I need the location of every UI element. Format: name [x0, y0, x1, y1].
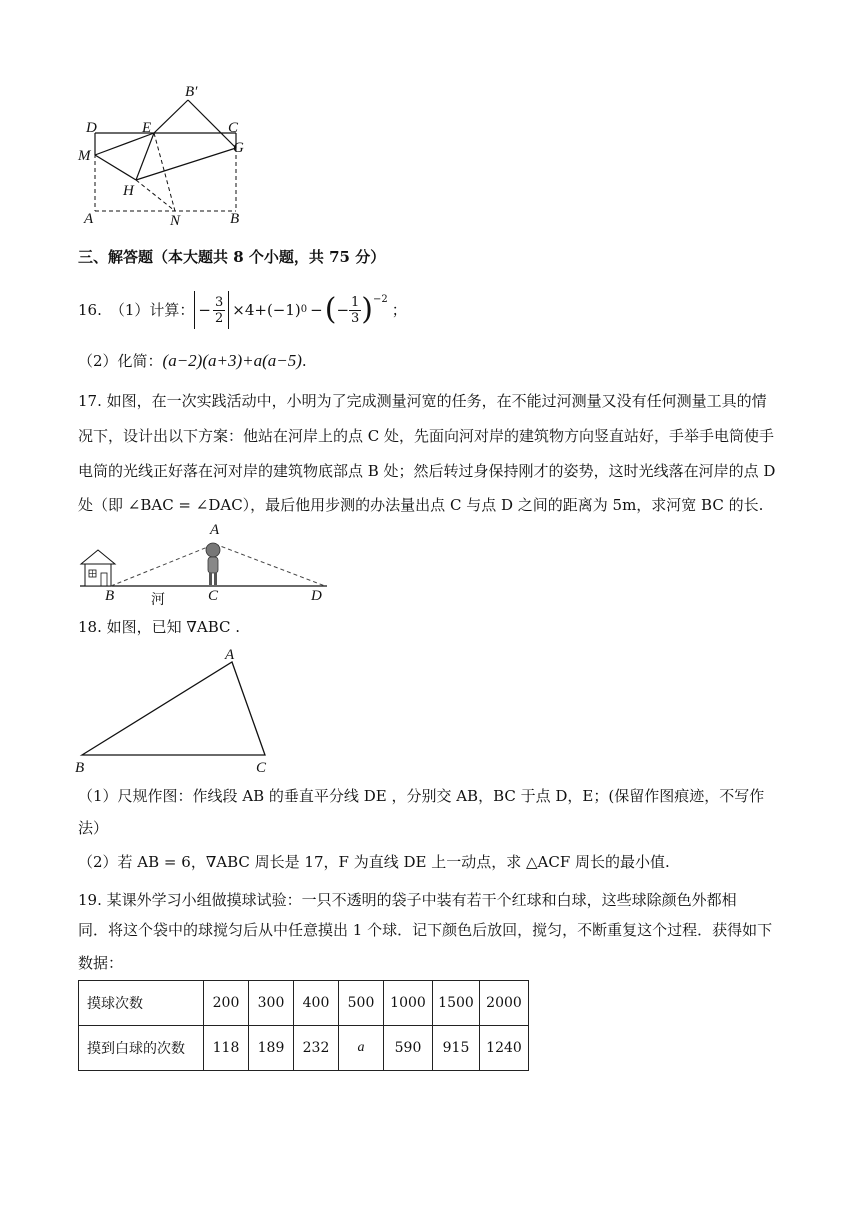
frac2-den: 3	[351, 310, 360, 326]
q18-part2: （2）若 AB = 6，∇ABC 周长是 17，F 为直线 DE 上一动点，求 △ACF 周长的最小值.	[78, 853, 670, 871]
label-d: D	[86, 120, 97, 136]
table-row	[79, 981, 529, 1026]
label-d: D	[311, 588, 322, 604]
table-cell: 1500	[433, 981, 480, 1026]
q17-line1: 17. 如图，在一次实践活动中，小明为了完成测量河宽的任务，在不能过河测量又没有任何测量工具的情	[78, 392, 767, 410]
q16-part1-end: ；	[391, 301, 407, 319]
q16-exp2: −2	[373, 294, 388, 305]
q17-line4: 处（即 ∠BAC = ∠DAC），最后他用步测的办法量出点 C 与点 D 之间的距离为 5m，求河宽 BC 的长.	[78, 496, 764, 514]
q18-part1-line1: （1）尺规作图：作线段 AB 的垂直平分线 DE ，分别交 AB，BC 于点 D，E；(保留作图痕迹，不写作	[78, 787, 765, 805]
label-c: C	[228, 120, 239, 136]
q16-part1-prefix: （1）计算：	[109, 301, 195, 319]
q16-number: 16.	[78, 301, 102, 319]
label-river: 河	[151, 592, 165, 608]
q16-part2	[78, 351, 307, 371]
table-row	[79, 1026, 529, 1071]
label-c: C	[256, 760, 267, 776]
figure-folded-rectangle	[70, 80, 270, 230]
q16-part2-prefix: （2）化简：	[78, 352, 163, 370]
label-h: H	[123, 183, 134, 199]
label-c: C	[208, 588, 219, 604]
label-b: B	[105, 588, 115, 604]
row2-header: 摸到白球的次数	[79, 1026, 204, 1071]
label-m: M	[78, 148, 91, 164]
q17-line3: 电筒的光线正好落在河对岸的建筑物底部点 B 处；然后转过身保持刚才的姿势，这时光线落在河岸的点 D	[78, 462, 776, 480]
table-cell: 189	[249, 1026, 294, 1071]
label-a: A	[84, 211, 94, 227]
label-b-prime: B′	[185, 84, 198, 100]
label-e: E	[142, 120, 152, 136]
q19-line3: 数据：	[78, 954, 124, 972]
table-cell: 118	[204, 1026, 249, 1071]
table-cell: a	[339, 1026, 384, 1071]
label-a: A	[210, 522, 220, 538]
row1-header: 摸球次数	[79, 981, 204, 1026]
label-n: N	[170, 213, 181, 229]
q16-part2-end: .	[301, 352, 307, 370]
table-cell: 1240	[480, 1026, 529, 1071]
section-title: 三、解答题（本大题共 8 个小题，共 75 分）	[78, 248, 386, 266]
frac1-num: 3	[214, 294, 224, 310]
q16-part2-expr: (a−2)(a+3)+a(a−5)	[162, 351, 302, 370]
q16-part1: 16. （1）计算： − $\frac{3}{2}$ ×4+(−1) 0 − ( − $\frac{1}{3}$ ) $^{-2}$ ；	[78, 292, 407, 327]
table-cell: 590	[384, 1026, 433, 1071]
label-b: B	[230, 211, 240, 227]
q19-data-table	[78, 980, 529, 1071]
q19-line1: 19. 某课外学习小组做摸球试验：一只不透明的袋子中装有若干个红球和白球，这些球除颜色外都相	[78, 891, 737, 909]
table-cell: 915	[433, 1026, 480, 1071]
q16-part1-mid: ×4+(−1)	[232, 301, 301, 319]
figure-triangle	[70, 640, 290, 780]
q18-part1-line2: 法）	[78, 819, 109, 837]
label-b: B	[75, 760, 85, 776]
table-cell: 200	[204, 981, 249, 1026]
table-cell: 500	[339, 981, 384, 1026]
q16-minus: −	[310, 301, 323, 319]
q16-exp0: 0	[300, 304, 308, 315]
table-cell: 232	[294, 1026, 339, 1071]
table-cell: 2000	[480, 981, 529, 1026]
q19-line2: 同．将这个袋中的球搅匀后从中任意摸出 1 个球．记下颜色后放回，搅匀，不断重复这个过程．获得如下	[78, 921, 773, 939]
q17-line2: 况下，设计出以下方案：他站在河岸上的点 C 处，先面向河对岸的建筑物方向竖直站好，手举手电筒使手	[78, 427, 775, 445]
figure-river	[75, 520, 345, 610]
label-g: G	[233, 140, 244, 156]
table-cell: 400	[294, 981, 339, 1026]
table-cell: 1000	[384, 981, 433, 1026]
q18-line1: 18. 如图，已知 ∇ABC .	[78, 618, 241, 636]
frac1-den: 2	[214, 310, 224, 326]
table-cell: 300	[249, 981, 294, 1026]
frac2-num: 1	[351, 294, 360, 310]
label-a: A	[225, 647, 235, 663]
